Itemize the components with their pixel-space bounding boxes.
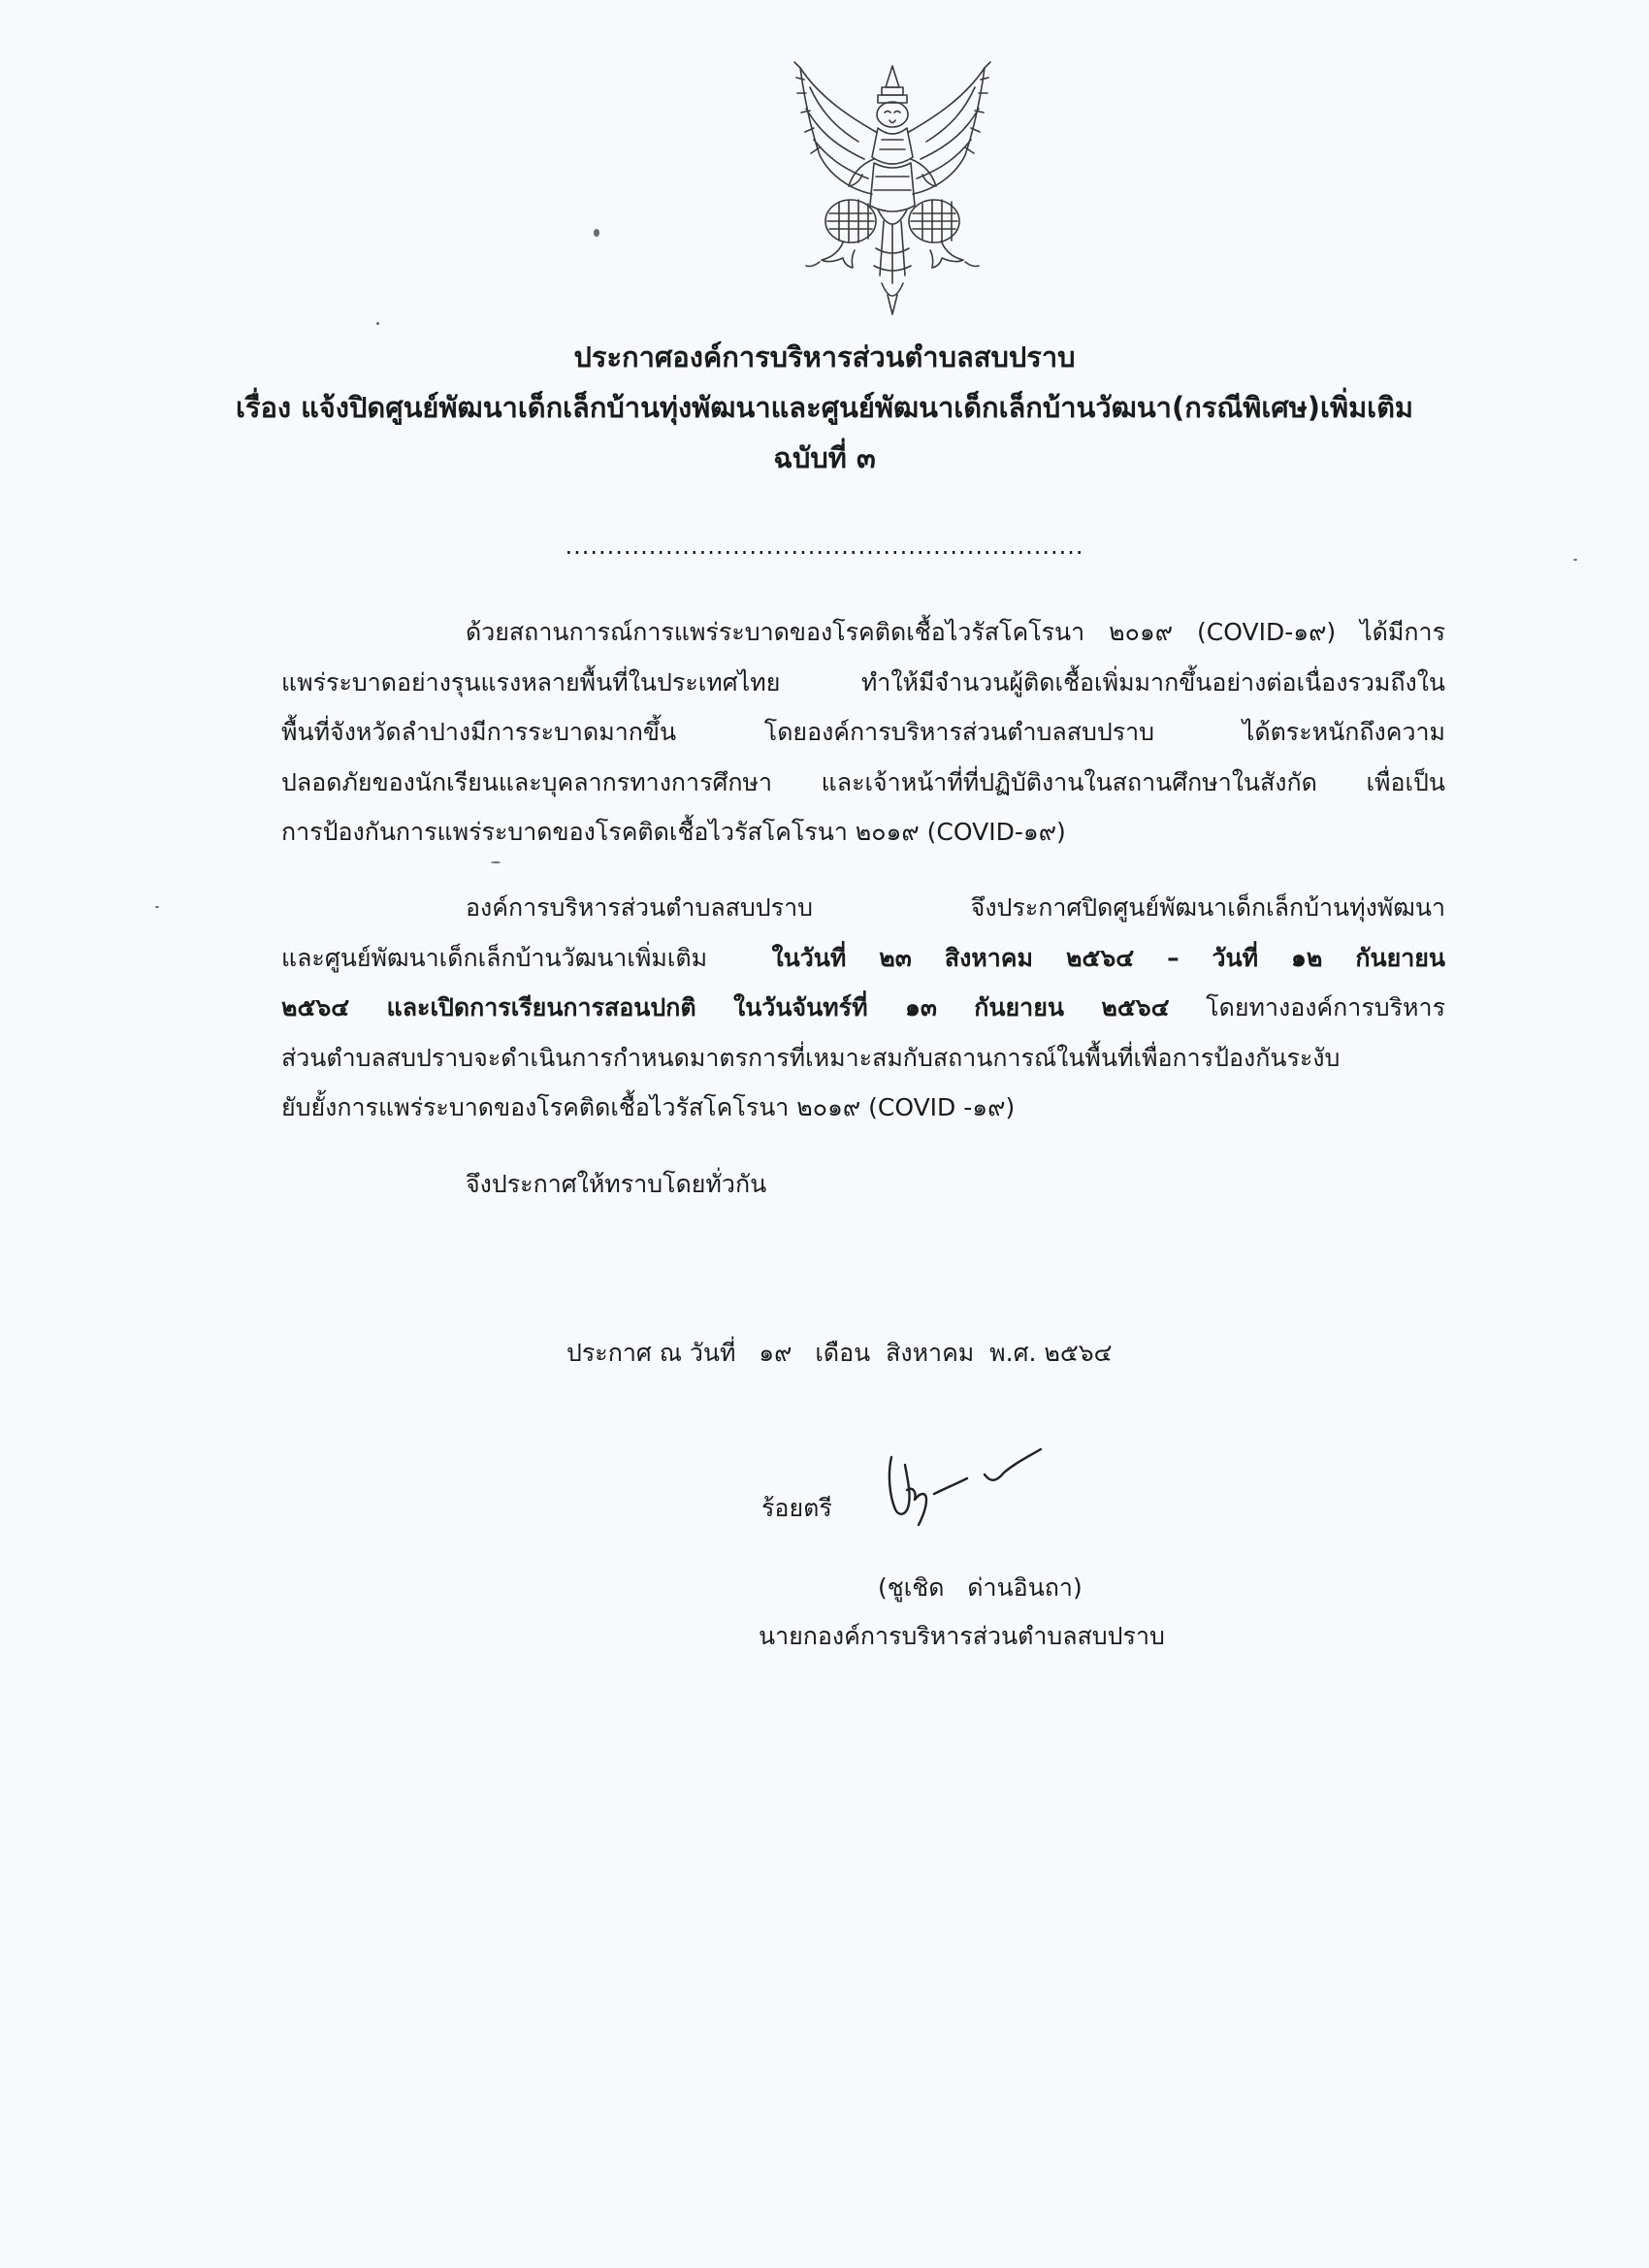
paragraph-line xyxy=(281,933,1445,984)
paragraph-closure-notice xyxy=(281,883,1445,1133)
paragraph-line: ด้วยสถานการณ์การแพร่ระบาดของโรคติดเชื้อไวรัสโคโรนา ๒๐๑๙ (COVID-๑๙) ได้มีการ xyxy=(466,618,1445,646)
announcement-title: ประกาศองค์การบริหารส่วนตำบลสบปราบ xyxy=(573,340,1076,373)
paragraph-line: พื้นที่จังหวัดลำปางมีการระบาดมากขึ้น โดยองค์การบริหารส่วนตำบลสบปราบ ได้ตระหนักถึงความ xyxy=(281,718,1445,746)
paragraph-line xyxy=(281,983,1445,1033)
announcement-subject: เรื่อง แจ้งปิดศูนย์พัฒนาเด็กเล็กบ้านทุ่งพัฒนาและศูนย์พัฒนาเด็กเล็กบ้านวัฒนา(กรณีพิเศษ)เพิ่มเติม xyxy=(235,391,1414,424)
garuda-emblem-icon xyxy=(781,58,1004,320)
closure-dates-bold: ในวันที่ ๒๓ สิงหาคม ๒๕๖๔ – วันที่ ๑๒ กันยายน xyxy=(771,943,1445,972)
scan-speck xyxy=(491,861,501,863)
paragraph-line: ปลอดภัยของนักเรียนและบุคลากรทางการศึกษา และเจ้าหน้าที่ที่ปฏิบัติงานในสถานศึกษาในสังกัด เพื่อเป็น xyxy=(281,767,1445,796)
signer-rank: ร้อยตรี xyxy=(761,1494,832,1522)
paragraph-text: โดยทางองค์การบริหาร xyxy=(1206,993,1445,1021)
signer-position: นายกองค์การบริหารส่วนตำบลสบปราบ xyxy=(759,1622,1165,1650)
paragraph-line: การป้องกันการแพร่ระบาดของโรคติดเชื้อไวรัสโคโรนา ๒๐๑๙ (COVID-๑๙) xyxy=(281,818,1066,846)
dotted-divider: .............................................................. xyxy=(565,533,1084,560)
announcement-issue-number: ฉบับที่ ๓ xyxy=(773,441,876,474)
announcement-date: ประกาศ ณ วันที่ ๑๙ เดือน สิงหาคม พ.ศ. ๒๕๖๔ xyxy=(566,1339,1113,1367)
reopen-date-bold: ๒๕๖๔ และเปิดการเรียนการสอนปกติ ในวันจันทร์ที่ ๑๓ กันยายน ๒๕๖๔ xyxy=(281,993,1170,1021)
scan-speck xyxy=(376,322,379,325)
scan-speck xyxy=(594,229,599,237)
paragraph-line: ส่วนตำบลสบปราบจะดำเนินการกำหนดมาตรการที่เหมาะสมกับสถานการณ์ในพื้นที่เพื่อการป้องกันระงับ xyxy=(281,1043,1341,1072)
paragraph-text: และศูนย์พัฒนาเด็กเล็กบ้านวัฒนาเพิ่มเติม xyxy=(281,943,708,972)
handwritten-signature xyxy=(878,1436,1062,1542)
scan-speck xyxy=(1573,559,1577,561)
closing-statement: จึงประกาศให้ทราบโดยทั่วกัน xyxy=(466,1170,767,1198)
paragraph-line: องค์การบริหารส่วนตำบลสบปราบ จึงประกาศปิดศูนย์พัฒนาเด็กเล็กบ้านทุ่งพัฒนา xyxy=(466,893,1445,922)
scan-speck xyxy=(155,906,159,908)
paragraph-line: ยับยั้งการแพร่ระบาดของโรคติดเชื้อไวรัสโคโรนา ๒๐๑๙ (COVID -๑๙) xyxy=(281,1093,1016,1121)
signer-name: (ชูเชิด ด่านอินถา) xyxy=(878,1573,1083,1602)
paragraph-line: แพร่ระบาดอย่างรุนแรงหลายพื้นที่ในประเทศไทย ทำให้มีจำนวนผู้ติดเชื้อเพิ่มมากขึ้นอย่างต่อเนื่องรวมถึงใน xyxy=(281,667,1445,697)
paragraph-situation xyxy=(281,607,1445,858)
